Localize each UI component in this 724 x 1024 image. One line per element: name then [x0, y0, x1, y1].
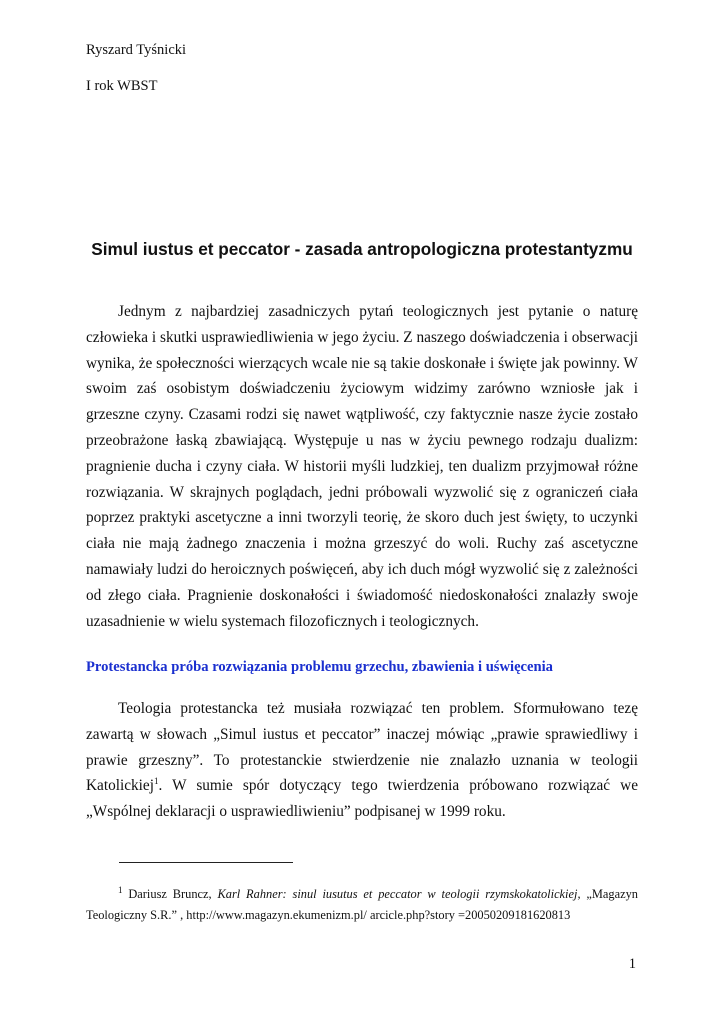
body-paragraph — [86, 696, 638, 825]
document-title: Simul iustus et peccator - zasada antropologiczna protestantyzmu — [91, 239, 633, 259]
paragraph-text-end: . W sumie spór dotyczący tego twierdzenia próbowano rozwiązać we „Wspólnej deklaracji o usprawiedliwieniu” podpisanej w 1999 roku. — [86, 777, 638, 821]
intro-paragraph: Jednym z najbardziej zasadniczych pytań teologicznych jest pytanie o naturę człowieka i skutki usprawiedliwienia w jego życiu. Z naszego doświadczenia i obserwacji wynika, że społeczności wierzących wcale nie są takie doskonałe i święte jak powinny. W swoim zaś osobistym doświadczeniu życiowym widzimy zarówno wzniosłe jak i grzeszne czyny. Czasami rodzi się nawet wątpliwość, czy faktycznie nasze życie zostało przeobrażone łaską zbawiającą. Występuje u nas w życiu pewnego rodzaju dualizm: pragnienie ducha i czyny ciała. W historii myśli ludzkiej, ten dualizm przyjmował różne rozwiązania. W skrajnych poglądach, jedni próbowali wyzwolić się z ograniczeń ciała poprzez praktyki ascetyczne a inni tworzyli teorię, że skoro duch jest święty, to uczynki ciała nie mają żadnego znaczenia i można grzeszyć do woli. Ruchy zaś ascetyczne namawiały ludzi do heroicznych poświęceń, aby ich duch mógł wyzwolić się z zależności od złego ciała. Pragnienie doskonałości i świadomość niedoskonałości znalazły swoje uzasadnienie w wielu systemach filozoficznych i teologicznych. — [86, 303, 638, 630]
footnote-source: „Magazyn Teologiczny S.R.” , http://www.magazyn.ekumenizm.pl/ arcicle.php?story =20050209181620813 — [86, 887, 638, 922]
study-year: I rok WBST — [86, 78, 158, 94]
page-number: 1 — [628, 956, 636, 972]
footnote-author: Dariusz Bruncz, — [128, 887, 218, 901]
author-name: Ryszard Tyśnicki — [86, 42, 187, 58]
footnote-number: 1 — [118, 884, 123, 895]
footnote-work-title: Karl Rahner: sinul iusutus et peccator w teologii rzymskokatolickiej, — [217, 887, 581, 901]
paragraph-text-start: Teologia protestancka też musiała rozwiązać ten problem. Sformułowano tezę zawartą w słowach „Simul iustus et peccator” inaczej mówiąc „prawie sprawiedliwy i prawie grzeszny”. To protestanckie stwierdzenie nie znalazło uznania w teologii Katolickiej — [86, 700, 638, 795]
section-heading: Protestancka próba rozwiązania problemu grzechu, zbawienia i uświęcenia — [86, 659, 553, 675]
footnote-separator — [119, 862, 293, 863]
footnote — [86, 884, 638, 926]
footnote-reference[interactable]: 1 — [153, 776, 159, 787]
